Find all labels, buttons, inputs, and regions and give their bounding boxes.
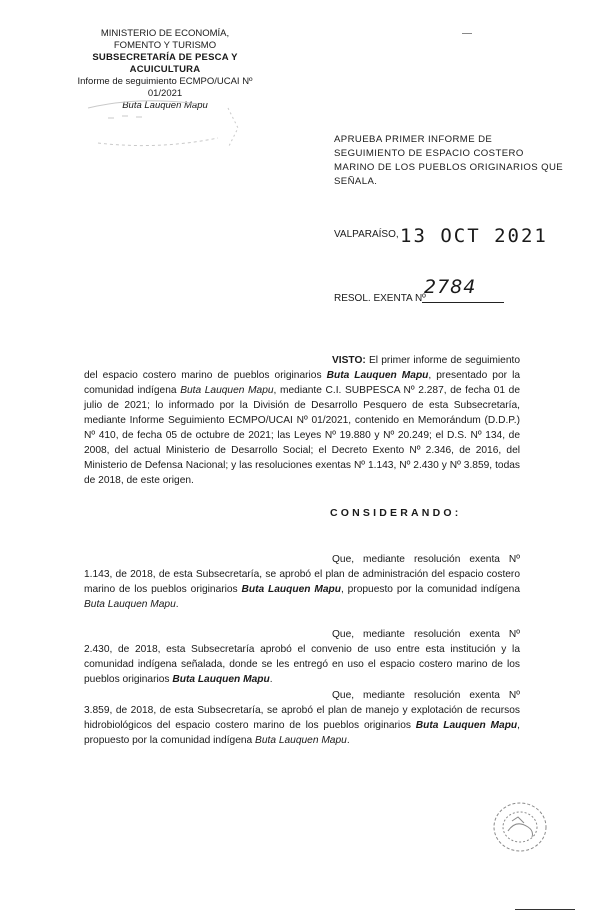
considerando-paragraph-2 xyxy=(84,627,520,687)
date-stamp: 13 OCT 2021 xyxy=(400,225,548,247)
considerando-paragraph-3 xyxy=(84,688,520,748)
official-seal-icon xyxy=(488,797,552,857)
c2-text-2: . xyxy=(269,674,273,685)
visto-label: VISTO: xyxy=(332,355,366,366)
c1-text-2: , propuesto por la comunidad indígena xyxy=(340,584,520,595)
letterhead-reference: Informe de seguimiento ECMPO/UCAI Nº 01/2021 xyxy=(77,76,253,99)
considerando-paragraph-1 xyxy=(84,552,520,612)
c3-text-3: . xyxy=(346,735,350,746)
considerando-heading: CONSIDERANDO: xyxy=(330,507,462,519)
faded-stamp-icon xyxy=(78,88,248,158)
resolution-subject: APRUEBA PRIMER INFORME DE SEGUIMIENTO DE ESPACIO COSTERO MARINO DE LOS PUEBLOS ORIGINARIOS QUE SEÑALA. xyxy=(334,134,564,187)
letterhead-ministry: MINISTERIO DE ECONOMÍA, xyxy=(100,28,230,39)
c1-name-2: Buta Lauquen Mapu xyxy=(84,599,176,610)
letterhead-name: Buta Lauquen Mapu xyxy=(122,100,208,111)
letterhead-ministry-2: FOMENTO Y TURISMO xyxy=(113,40,217,51)
resolution-label: RESOL. EXENTA Nº xyxy=(334,293,426,304)
visto-text-1: El primer informe de seguimiento del espacio costero marino de pueblos originarios xyxy=(84,355,520,381)
place-label: VALPARAÍSO, xyxy=(334,229,399,240)
visto-paragraph xyxy=(84,353,520,488)
resolution-number: 2784 xyxy=(424,276,477,298)
c3-text-1: Que, mediante resolución exenta Nº 3.859, de 2018, de esta Subsecretaría, se aprobó el plan de manejo y explotación de recursos hidrobiológicos del espacio costero marino de los pueblos originarios xyxy=(84,690,520,731)
c3-name-2: Buta Lauquen Mapu xyxy=(255,735,347,746)
c1-text-3: . xyxy=(175,599,179,610)
visto-text-3: , mediante C.I. SUBPESCA Nº 2.287, de fecha 01 de julio de 2021; lo informado por la División de Desarrollo Pesquero de esta Subsecretaría, mediante Informe Seguimiento ECMPO/UCAI Nº 01/2021, contenido en Memorándum (D.D.P.) Nº 410, de fecha 05 de octubre de 2021; las Leyes Nº 19.880 y Nº 20.249; el D.S. Nº 134, de 2008, del actual Ministerio de Desarrollo Social; el Decreto Exento Nº 2.346, de 2016, del Ministerio de Defensa Nacional; y las resoluciones exentas Nº 1.143, Nº 2.430 y Nº 3.859, todas de 2018, de este origen. xyxy=(84,385,520,486)
c1-name-1: Buta Lauquen Mapu xyxy=(241,584,341,595)
visto-name-2: Buta Lauquen Mapu xyxy=(180,385,274,396)
footer-line xyxy=(515,909,575,910)
top-mark xyxy=(462,33,472,34)
c3-name-1: Buta Lauquen Mapu xyxy=(415,720,518,731)
visto-text-2: , presentado por la comunidad indígena xyxy=(84,370,520,396)
c1-text-1: Que, mediante resolución exenta Nº 1.143, de 2018, de esta Subsecretaría, se aprobó el plan de administración del espacio costero marino de los pueblos originarios xyxy=(84,554,520,595)
letterhead-subsecretaria: SUBSECRETARÍA DE PESCA Y ACUICULTURA xyxy=(92,52,238,75)
c2-name-1: Buta Lauquen Mapu xyxy=(172,674,270,685)
visto-name-1: Buta Lauquen Mapu xyxy=(326,370,429,381)
c2-text-1: Que, mediante resolución exenta Nº 2.430, de 2018, esta Subsecretaría aprobó el convenio de uso entre esta institución y la comunidad indígena señalada, donde se les entregó en uso el espacio costero marino de los pueblos originarios xyxy=(84,629,520,685)
resolution-number-underline xyxy=(422,302,504,303)
c3-text-2: , propuesto por la comunidad indígena xyxy=(84,720,520,746)
